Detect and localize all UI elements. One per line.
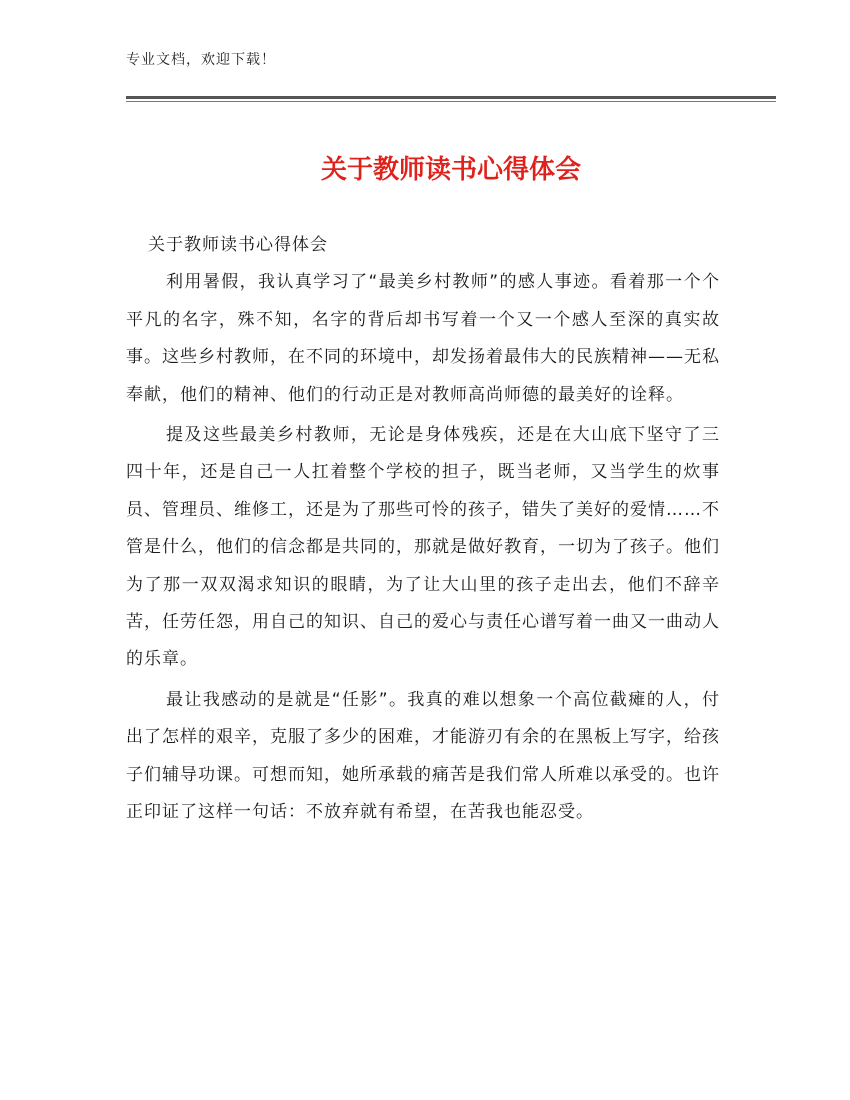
paragraph-1: 利用暑假，我认真学习了“最美乡村教师”的感人事迹。看着那一个个平凡的名字，殊不知，名字的背后却书写着一个又一个感人至深的真实故事。这些乡村教师，在不同的环境中，却发扬着最伟大的民族精神——无私奉献，他们的精神、他们的行动正是对教师高尚师德的最美好的诠释。 <box>126 272 720 405</box>
header-divider-thin <box>126 101 776 102</box>
document-body <box>126 227 720 832</box>
header-divider <box>126 96 776 99</box>
document-subtitle: 关于教师读书心得体会 <box>148 235 328 255</box>
paragraph-3: 最让我感动的是就是“任影”。我真的难以想象一个高位截瘫的人，付出了怎样的艰辛，克服了多少的困难，才能游刃有余的在黑板上写字，给孩子们辅导功课。可想而知，她所承载的痛苦是我们常人所难以承受的。也许正印证了这样一句话：不放弃就有希望，在苦我也能忍受。 <box>126 689 720 823</box>
header-note: 专业文档，欢迎下载！ <box>126 52 276 68</box>
document-title: 关于教师读书心得体会 <box>320 155 581 185</box>
paragraph-2: 提及这些最美乡村教师，无论是身体残疾，还是在大山底下坚守了三四十年，还是自己一人扛着整个学校的担子，既当老师，又当学生的炊事员、管理员、维修工，还是为了那些可怜的孩子，错失了美好的爱情……不管是什么，他们的信念都是共同的，那就是做好教育，一切为了孩子。他们为了那一双双渴求知识的眼睛，为了让大山里的孩子走出去，他们不辞辛苦，任劳任怨，用自己的知识、自己的爱心与责任心谱写着一曲又一曲动人的乐章。 <box>126 425 720 670</box>
